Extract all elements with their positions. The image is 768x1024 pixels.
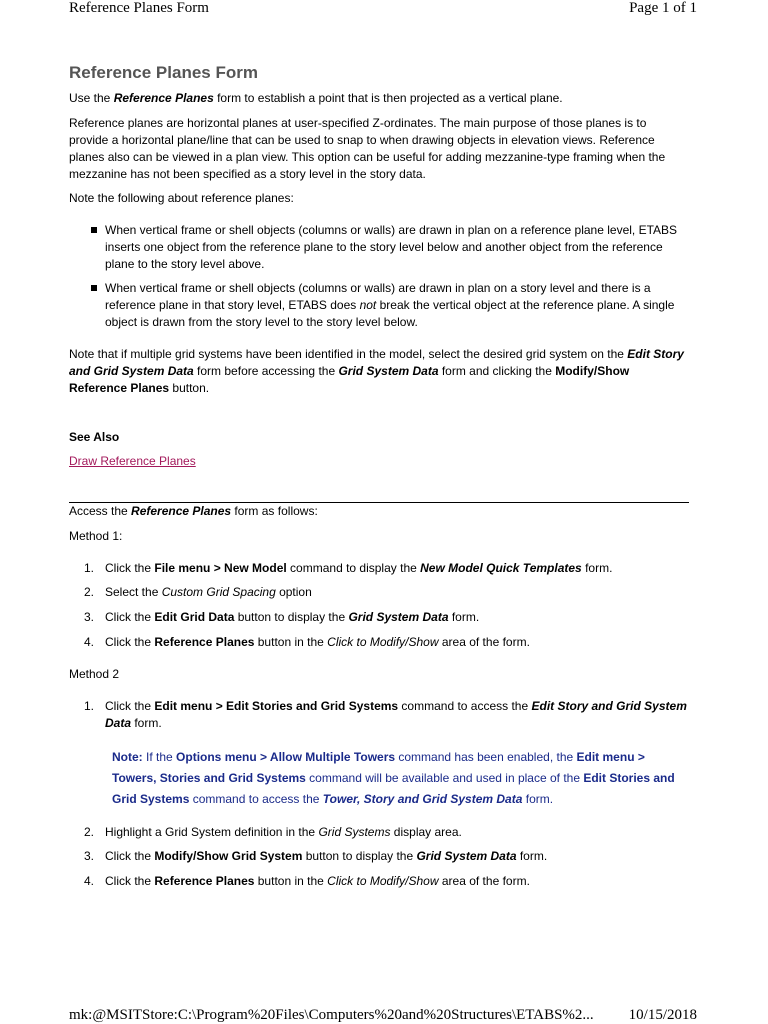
- bullet-icon: [91, 227, 97, 233]
- page-title: Reference Planes Form: [69, 63, 258, 82]
- page-footer-date: 10/15/2018: [628, 1007, 697, 1023]
- description-paragraph: Reference planes are horizontal planes at user-specified Z-ordinates. The main purpose of those planes is to provide a horizontal plane/line that can be used to snap to when drawing objects in elevation views. Reference planes also can be viewed in a plan view. This option can be useful for adding mezzanine-type framing when the mezzanine has not been specified as a story level in the story data.: [69, 116, 666, 181]
- access-text: Access the Reference Planes form as follows:: [69, 504, 318, 518]
- method2-label: Method 2: [69, 667, 120, 681]
- page-footer-url: mk:@MSITStore:C:\Program%20Files\Computers%20and%20Structures\ETABS%2...: [69, 1007, 594, 1023]
- towers-note: Note: If the Options menu > Allow Multiple Towers command has been enabled, the Edit menu > Towers, Stories and Grid Systems command will be available and used in place of the Edit Stories and Grid Systems command to access the Tower, Story and Grid System Data form.: [112, 750, 675, 806]
- bullet-icon: [91, 285, 97, 291]
- grid-systems-note: Note that if multiple grid systems have been identified in the model, select the desired grid system on the Edit Story and Grid System Data form before accessing the Grid System Data form and clicking the Modify/Show Reference Planes button.: [69, 347, 684, 395]
- see-also-heading: See Also: [69, 430, 120, 444]
- draw-reference-planes-link[interactable]: Draw Reference Planes: [69, 454, 196, 468]
- page-number: Page 1 of 1: [629, 0, 697, 16]
- note-following: Note the following about reference planes:: [69, 191, 294, 205]
- page-header-title: Reference Planes Form: [69, 0, 209, 16]
- intro-paragraph: Use the Reference Planes form to establish a point that is then projected as a vertical plane.: [69, 91, 563, 105]
- method1-label: Method 1:: [69, 529, 123, 543]
